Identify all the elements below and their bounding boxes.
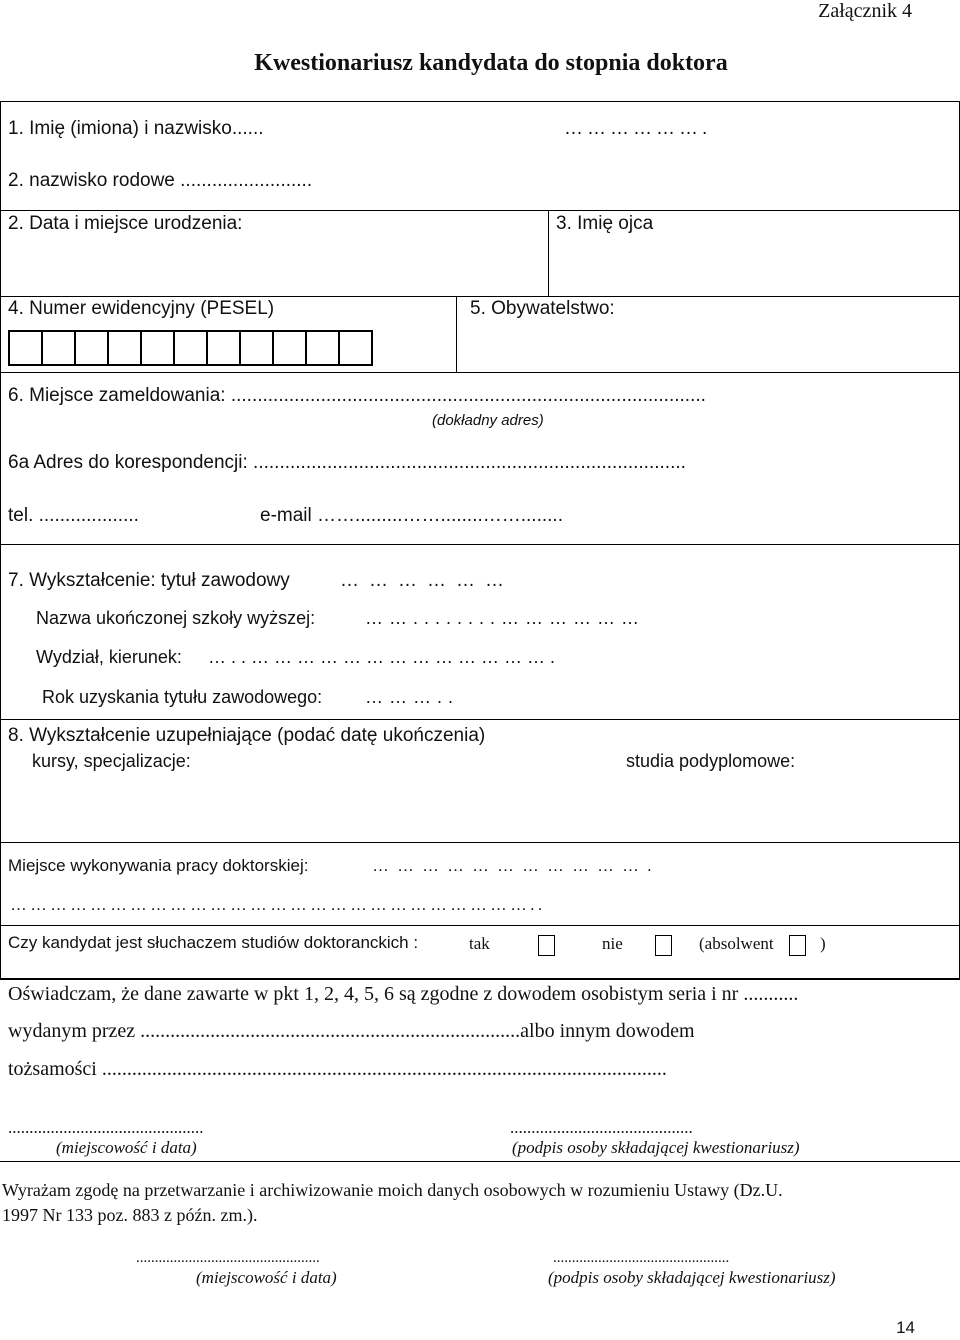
divider — [0, 296, 960, 297]
pesel-digit-box[interactable] — [239, 330, 274, 366]
divider — [0, 978, 960, 979]
field-full-name: 1. Imię (imiona) i nazwisko...... — [8, 118, 264, 139]
workplace-dots[interactable]: ……………………………. — [372, 856, 660, 875]
form-title: Kwestionariusz kandydata do stopnia doktora — [254, 50, 728, 76]
pesel-digit-box[interactable] — [74, 330, 109, 366]
field-email[interactable]: e-mail …….........……........……........ — [260, 505, 563, 526]
column-divider — [548, 210, 549, 296]
divider — [0, 372, 960, 373]
divider — [0, 925, 960, 926]
checkbox-no[interactable] — [655, 935, 672, 956]
checkbox-graduate[interactable] — [789, 935, 806, 956]
option-graduate-label: (absolwent — [699, 934, 774, 953]
option-graduate-close: ) — [820, 934, 826, 953]
field-citizenship[interactable]: 5. Obywatelstwo: — [470, 298, 615, 319]
field-supplementary: 8. Wykształcenie uzupełniające (podać datę ukończenia) — [8, 725, 486, 746]
pesel-digit-box[interactable] — [272, 330, 307, 366]
divider — [0, 544, 960, 545]
pesel-digit-box[interactable] — [8, 330, 43, 366]
education-dots[interactable]: ……………… — [340, 570, 514, 591]
declaration-line2[interactable]: wydanym przez ............................................................................albo innym dowodem — [8, 1020, 695, 1042]
divider — [0, 842, 960, 843]
field-education: 7. Wykształcenie: tytuł zawodowy — [8, 570, 290, 591]
field-pesel-label: 4. Numer ewidencyjny (PESEL) — [8, 298, 275, 319]
field-father-name[interactable]: 3. Imię ojca — [556, 213, 654, 234]
faculty-dots[interactable]: …..…………………………………. — [208, 647, 561, 667]
field-faculty: Wydział, kierunek: — [36, 647, 182, 667]
field-courses[interactable]: kursy, specjalizacje: — [32, 751, 191, 771]
pesel-digit-box[interactable] — [41, 330, 76, 366]
field-phd-student: Czy kandydat jest słuchaczem studiów doktoranckich : — [8, 933, 419, 952]
declaration-sign-label: (podpis osoby składającej kwestionariusz) — [512, 1138, 800, 1157]
declaration-line3[interactable]: tożsamości ................................................................................................................. — [8, 1058, 667, 1080]
divider — [0, 719, 960, 720]
declaration-place-dots[interactable]: .............................................. — [8, 1118, 204, 1137]
field-workplace: Miejsce wykonywania pracy doktorskiej: — [8, 856, 309, 875]
declaration-sign-dots[interactable]: ........................................... — [510, 1118, 693, 1137]
consent-place-label: (miejscowość i data) — [196, 1268, 337, 1287]
field-correspondence[interactable] — [8, 452, 686, 474]
field-year: Rok uzyskania tytułu zawodowego: — [42, 687, 323, 707]
attachment-label: Załącznik 4 — [818, 0, 912, 22]
pesel-boxes[interactable] — [8, 330, 371, 366]
pesel-digit-box[interactable] — [338, 330, 373, 366]
declaration-line1[interactable]: Oświadczam, że dane zawarte w pkt 1, 2, 4, 5, 6 są zgodne z dowodem osobistym seria i nr ........... — [8, 983, 799, 1005]
pesel-digit-box[interactable] — [305, 330, 340, 366]
full-name-dots[interactable]: ………………. — [564, 118, 712, 139]
option-no-label: nie — [602, 934, 623, 953]
pesel-digit-box[interactable] — [107, 330, 142, 366]
declaration-place-label: (miejscowość i data) — [56, 1138, 197, 1157]
checkbox-yes[interactable] — [538, 935, 555, 956]
field-phone[interactable]: tel. ................... — [8, 505, 139, 526]
year-dots[interactable]: ……….. — [365, 687, 460, 707]
residence-note: (dokładny adres) — [432, 412, 544, 429]
workplace-dots-line2[interactable]: …………………………………………………………………….. — [10, 895, 546, 914]
field-university: Nazwa ukończonej szkoły wyższej: — [36, 608, 316, 628]
pesel-digit-box[interactable] — [140, 330, 175, 366]
consent-sign-label: (podpis osoby składającej kwestionariusz) — [548, 1268, 836, 1287]
pesel-digit-box[interactable] — [206, 330, 241, 366]
consent-line2: 1997 Nr 133 poz. 883 z późn. zm.). — [2, 1205, 258, 1225]
page-number: 14 — [896, 1318, 915, 1337]
field-family-name[interactable]: 2. nazwisko rodowe ......................... — [8, 170, 313, 191]
divider — [0, 1161, 960, 1162]
field-residence[interactable]: 6. Miejsce zameldowania: .......................................................................................... — [8, 385, 706, 406]
consent-sign-dots[interactable]: ............................................... — [553, 1250, 730, 1266]
option-yes-label: tak — [469, 934, 490, 953]
field-postgraduate[interactable]: studia podyplomowe: — [626, 751, 796, 771]
column-divider — [456, 296, 457, 372]
university-dots[interactable]: ……........……………… — [365, 608, 646, 628]
correspondence-label: 6a Adres do korespondencji: .................................................................................. — [8, 452, 686, 473]
pesel-digit-box[interactable] — [173, 330, 208, 366]
consent-line1: Wyrażam zgodę na przetwarzanie i archiwizowanie moich danych osobowych w rozumieniu Ustawy (Dz.U. — [2, 1180, 783, 1200]
divider — [0, 210, 960, 211]
field-birth[interactable]: 2. Data i miejsce urodzenia: — [8, 213, 243, 234]
consent-place-dots[interactable]: ................................................. — [136, 1250, 320, 1266]
